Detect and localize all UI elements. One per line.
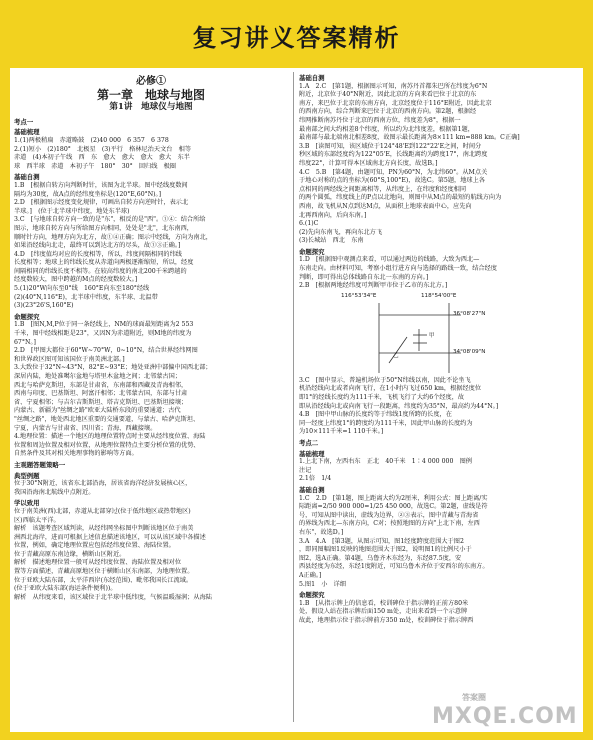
analysis-line: 解析 从纬度来看，该区域位于北半球中低纬度，气候温暖湿润；从海陆 [14,593,212,601]
answer-line: 2.B [根据两地经纬度可判断甲市位于乙市的东北方。] [299,282,448,290]
latitude-label: 34°08'09"N [453,348,486,355]
answer-line: 号，可知从图中读出，虚线为边界，②③表示，图中青藏与青海省 [299,511,479,519]
answer-line: 顺时针方向，地理方向为北方，故①④正确；图示中经线，方向为南北， [14,233,212,241]
answer-line: A正确。] [299,571,322,579]
answer-line: 1.A 2.C [第1题，根据图示可知，南苏丹首都朱巴所在纬度为6°N [299,82,488,90]
answer-line: 4.B [图中甲山脉的长度约等于纬线1度所跨的长度，在 [299,411,452,419]
answer-line: (位于亚欧大陆东部(海运条件便利))。 [14,585,117,593]
section-strategy: 主观题答题策略一 [14,460,66,469]
answer-line: 为10×111千米=1 110千米。] [299,428,384,436]
answer-line: 同一经度上纬度1°的跨度约为111千米，因此甲山脉的长度约为 [299,419,473,427]
answer-line: 和世界政区图可知该国位于南美洲北部。] [14,355,125,363]
answer-line: 自然条件及其对相关地理事物的影响等方面。 [14,450,138,458]
answer-line: 图示，地球自转方向与所给图方向相同，处处是"北"，北东南西， [14,224,193,232]
section-inquiry: 命题探究 [299,247,325,256]
lesson-heading: 第1讲 地球仪与地图 [109,102,193,113]
answer-line: 间隔相同的纬线长度不相等。在较高纬度的南北200千米跨越的 [14,267,187,275]
section-practice: 学以致用 [14,499,40,508]
answer-line: 位于青藏高原东南边缘，横断山区附近。 [14,550,126,558]
analysis-line: 解析 该题考查区域判读，从经纬网坐标图中判断该地区位于南美 [14,525,194,533]
answer-line: "丝绸之路"，地处西北地区重要的交通要道，与蒙古、哈萨克斯坦、 [14,415,200,423]
coordinate-map-lines [341,293,497,375]
answer-line: (2)先向东南飞，再向东北方飞 [299,228,383,236]
section-basic-review: 基础梳理 [299,449,325,458]
point-label-yi: 乙 [393,352,399,359]
answer-line: 球 西半球 赤道 本初子午 180° 30° 回归线 极圈 [14,162,176,170]
answer-line: 3.A 4.A [第3题，从图示可知，图1经度跨度范围大于图2 [299,537,464,545]
answer-line: 1.B [根据自转方向判断时针，该图为北半球。图中经线度数间 [14,181,188,189]
answer-line: 内蒙古、新疆为"丝绸之路"欧亚大陆桥东段的重要通道；古代 [14,407,181,415]
answer-line: 省、宁夏相邻；与吉尔吉斯斯坦、塔吉克斯坦、巴基斯坦接壤； [14,398,188,406]
page-header [0,0,593,68]
answer-line: 最南部与最北端南北相差8度，故图示最长距离为8×111 km=888 km。C正确] [299,134,520,142]
column-divider [293,72,294,722]
section-example: 典型例题 [14,471,40,480]
answer-line: 秒区域的东部经度约为122°05'E，长线距离约为跨度17°，南北跨度 [299,151,488,159]
answer-line: 如果沿经线向北走，最终可以到达北方的尽头，故①③正确。] [14,242,181,250]
answer-line: 判断，即可得出总体线路自东北一东南的方向。] [299,273,429,281]
answer-line: 际距离=2/50 900 000=1/25 450 000，故选C。第2题，虚线是符 [299,503,488,511]
answer-line: 右东"，故选D。] [299,528,344,536]
watermark-main: MXQE.COM [432,704,578,729]
answer-line: (2)(40°N,116°E)，北半球中纬度，东半球、北温带 [14,293,158,301]
section-kaodian-1: 考点一 [14,117,34,126]
section-kaodian-2: 考点二 [299,439,319,447]
right-column [299,72,577,722]
answer-line: 的西南方向，综合判断来巴位于北京的西南方向。第2题，根据经 [299,108,477,116]
page-title: 复习讲义答案精析 [192,24,401,52]
site-watermark [432,693,578,734]
answer-line: 点相同的两经线之间距离相等，从纬度上，在纬度和经度相同 [299,185,467,193]
answer-line: 我国沿海南北航线中点附近。 [14,488,95,496]
answer-line: 2.1倍 1/4 [299,475,332,483]
latitude-label: 36°08'27"N [453,310,486,317]
section-inquiry: 命题探究 [299,591,325,600]
answer-line: 2.(1)短小 (2)180° 北极星 (3)平行 格林尼治天文台 相等 [14,145,192,153]
left-column [14,72,288,722]
point-label-jia: 甲 [429,332,435,339]
section-basic-test: 基础自测 [299,74,325,82]
answer-line: 即1°的经线长度约为111千米，飞机飞行了大约6个经度，故 [299,394,465,402]
answer-line: 纬网推断南苏丹位于北京的西南方位，纬度差为8°，根据一 [299,116,461,124]
answer-line: 注记 [299,466,312,474]
answer-line: 经度数较大，图中跨越的M点的经度数较大。] [14,276,138,284]
coordinate-map-figure [341,293,497,375]
chapter-heading: 第一章 地球与地图 [96,87,205,102]
answer-line: 纬度22°，计算可得本区域南北方向长度，故选B。] [299,159,438,167]
answer-line: 1.上北下南，左西右东 正北 40千米 1∶4 000 000 图例 [299,458,472,466]
answer-line: 3.B [读图可知，该区域位于124°48'E到122°22'E之间，时间分 [299,142,482,150]
answer-line: 4.地理位置：描述一个地区的地理位置特点时主要从经纬度位置、海陆 [14,433,206,441]
section-inquiry: 命题探究 [14,312,40,321]
answer-line: 东南走向。由材料可知，考察小组行进方向与选择的路线一致，结合经度 [299,265,497,273]
answer-line: 故此，地理指示位于指示牌前方350 m处，校训碑位于指示牌西 [299,616,474,624]
answer-line: 处，假设人站在指示牌后面150 m处，走出来看到一个示意牌 [299,608,468,616]
answer-line: 3.大致位于32°N~43°N，82°E~93°E；地处亚洲中部偏中国西北部； [14,364,212,372]
section-basic-test: 基础自测 [299,485,325,494]
answer-line: (3)(23°26'S,160°E) [14,302,74,310]
section-basic-review: 基础梳理 [14,128,40,137]
answer-line: 1.D [根据图中观测点来看，可以通过两边的线路，大致为西北— [299,256,480,264]
answer-line: 位于亚欧大陆东部，太平洋西岸(东经范围)、毗邻我国长江流域。 [14,576,193,584]
answer-line: 半球。] (位于北半球中纬度，地处东半球) [14,207,130,215]
longitude-label: 118°54'00"E [421,292,457,299]
answer-line: 附近，北京位于40°N附近，因此北京的方向来看巴位于北京的东 [299,91,477,99]
answer-line: 千米，图中经线相距是23°，又因N为赤道附近，则M地的纬度为 [14,330,192,338]
answer-line: 西南，故飞机从N点到达M点，从面积上地球表面中心，应先向 [299,202,472,210]
watermark-sub: 答案圈 [462,693,486,702]
answer-line: 洲西北海岸，进而可根据上述信息描述该地区，可以从该区域中各描述 [14,533,206,541]
answer-line: 2.D [甲图大都位于60°W~70°W，0~10°N，结合世界经纬网图 [14,347,198,355]
answer-line: 位于30°N附近，该省东北部沿海，居该省海洋经济发展核心区， [14,480,192,488]
answer-line: 2.D [根据图示经度变化规律，可画出自转方向逆时针，表示北 [14,199,189,207]
answer-line: 于地心对称的点的坐标为(60°S,100°E)，故选C。第5题，地球上各 [299,177,485,185]
answer-line: 5.图1 小 详细 [299,580,346,588]
answer-line: 4.C 5.B [第4题，由题可知，PN为60°N，为北纬60°。从M点关 [299,168,488,176]
answer-line: 即从沿经线向北或向南飞行一段距离，纬度约为35°N，最高约为44°N。] [299,402,499,410]
answer-line: 1.B [图N,M,P位于同一条经线上，NM的球面最短距离为2 553 [14,321,194,329]
answer-line: 最南部之间大约相差8个纬度，所以约为北纬度差，根据第1题， [299,125,474,133]
answer-line: 深居内陆，地处准噶尔盆地与塔里木盆地之间；北邻蒙古国； [14,373,182,380]
section-basic-test: 基础自测 [14,173,40,182]
answer-line: 位置和周边位置及相对位置，从地理位置特点主要分析位置的优势、 [14,441,200,449]
answer-line: 6.(1)C [299,220,319,228]
answer-line: 位置，例如，确定地理位置应包括经纬度位置、海陆位置。 [14,542,175,550]
answer-line: 西县经度为东经，东经1度附近，可知乌鲁木齐位于安西尔的东南方。 [299,563,489,571]
answer-line: 赤道 (4)本初子午线 西 东 愈大 愈大 愈大 愈大 东半 [14,154,190,162]
answer-line: 1.C 2.D [第1题，图上距离大约为2厘米，利用公式：图上距离/实 [299,494,488,502]
answer-line: 1.B [从指示牌上的信息看，校训碑位于指示牌的正前方80米 [299,599,469,607]
answer-line: 隔均为30度，故A点的经纬度坐标是(120°E,60°N)。] [14,190,162,198]
analysis-line: 解析 描述地理位置一般可从经纬度位置、海陆位置及相对位 [14,559,182,567]
answer-line: 西北与哈萨克斯坦，东部是甘肃省，东南部和西藏及青海相邻， [14,381,188,389]
answer-line: (3)长城站 西北 东南 [299,237,364,245]
answer-line: 北再西南向，后向东南。] [299,211,367,219]
answer-line: ，即同图幅图1反映的地图范围大于图2，说明图1的比例尺小于 [299,546,472,554]
answer-line: 1.(1)两极稍扁 赤道略鼓 (2)40 000 6 357 6 378 [14,136,169,144]
answer-line: 置等方面描述，青藏高原地区位于横断山区东南部，为地理位置。 [14,568,194,576]
answer-line: 图2，选A正确。第4题，乌鲁齐木东经为，东经87.5度，安 [299,554,462,562]
answer-line: 3.C [图中显示，普遍机场位于50°N纬线以南，因此不论坐飞 [299,376,471,384]
answer-line: 5.(1)20°W向东至0°线 160°E向东至180°经线 [14,285,150,293]
answer-line: 西南与印度、巴基斯坦、阿富汗相邻；北邻蒙古国，东部与甘肃 [14,390,188,398]
answer-line: 机沿经线向北或者向南飞行，在1小时内飞过650 km，根据经度位 [299,385,482,393]
answer-line: 3.C [与地球自转方向一致的是"东"，相反的是"西"。①④：结合所给 [14,216,206,224]
module-heading: 必修① [136,76,166,87]
answer-line: 南方，来巴位于北京的东南方向，北京经度位于116°E附近，因此北京 [299,99,492,107]
answer-line: 长度相等；地球上的纬线长度从赤道向两极逐渐缩短，所以，经度 [14,259,194,267]
answer-line: 位于南美洲(西)北部，赤道从北部穿过(位于低纬地区或热带地区) [14,507,191,515]
answer-line: 67°N。] [14,338,36,346]
answer-line: 宁夏，内蒙古与甘肃省、四川省；青海、西藏接壤。 [14,424,157,432]
answer-line: 的两个圆弧，纬度线上的P点以北地向，则图中从M点的最短的航线方向为 [299,194,502,202]
answer-line: 的界线为西北—东南方向，C对；按照地图的方向"上北下南，左西 [299,520,480,528]
answer-line: 区)西临太平洋。 [14,516,60,524]
longitude-label: 116°53'34"E [341,292,377,299]
answer-line: 4.D [纬度值均对应的长度相等，所以，纬度间隔相同的纬线 [14,250,182,258]
